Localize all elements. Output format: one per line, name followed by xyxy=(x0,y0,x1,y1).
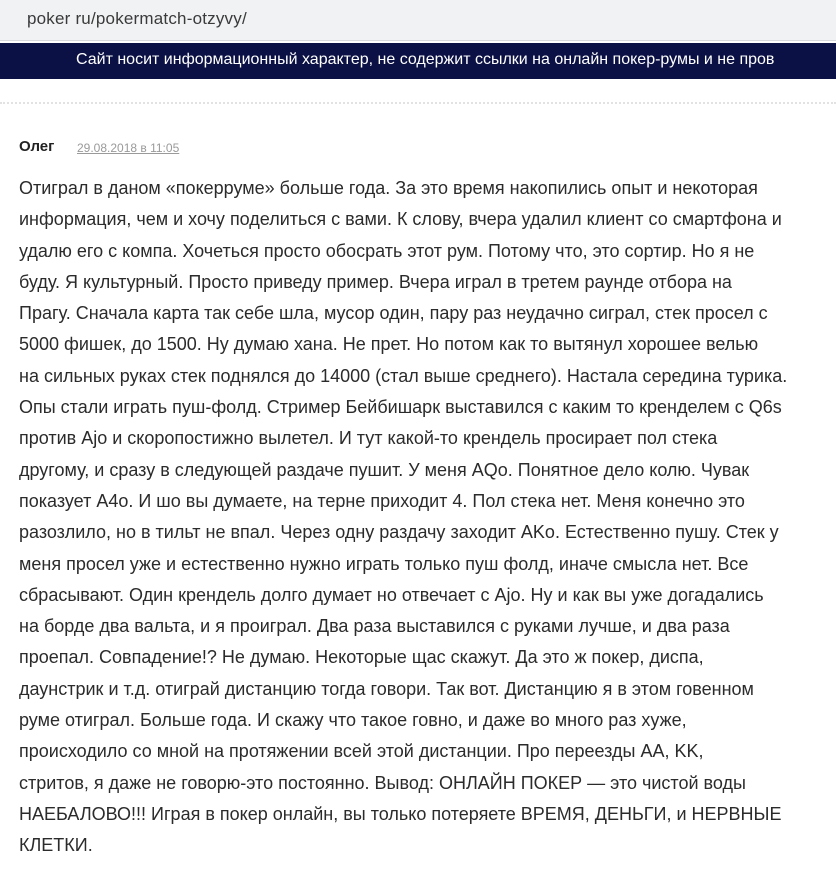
comment-line: разозлило, но в тильт не впал. Через одну раздачу заходит AKo. Естественно пушу. Стек у xyxy=(19,522,779,543)
comment-line: даунстрик и т.д. отиграй дистанцию тогда говори. Так вот. Дистанцию я в этом говенном xyxy=(19,678,754,699)
comment-line: против Ajo и скоропостижно вылетел. И тут какой-то крендель просирает пол стека xyxy=(19,428,718,449)
disclaimer-banner xyxy=(0,43,836,79)
comment-line: сбрасывают. Один крендель долго думает но отвечает с Ajo. Ну и как вы уже догадались xyxy=(19,584,764,605)
comment-author: Олег xyxy=(19,138,55,155)
comment-line: информация, чем и хочу поделиться с вами. К слову, вчера удалил клиент со смартфона и xyxy=(19,209,782,230)
comment-line: удалю его с компа. Хочеться просто обосрать этот рум. Потому что, это сортир. Но я не xyxy=(19,240,755,261)
comment-line: на сильных руках стек поднялся до 14000 (стал выше среднего). Настала середина турика. xyxy=(19,365,788,386)
comment-text xyxy=(19,173,829,862)
comment-line: Опы стали играть пуш-фолд. Стример Бейбишарк выставился с каким то кренделем с Q6s xyxy=(19,397,782,418)
comment-line: 5000 фишек, до 1500. Ну думаю хана. Не прет. Но потом как то вытянул хорошее велью xyxy=(19,334,759,355)
comment-line: НАЕБАЛОВО!!! Играя в покер онлайн, вы только потеряете ВРЕМЯ, ДЕНЬГИ, и НЕРВНЫЕ xyxy=(19,803,782,824)
comment-line: КЛЕТКИ. xyxy=(19,835,93,856)
comment-line: меня просел уже и естественно нужно играть только пуш фолд, иначе смысла нет. Все xyxy=(19,553,749,574)
url-text[interactable]: poker ru/pokermatch-otzyvy/ xyxy=(27,9,247,28)
comment-line: показует A4o. И шо вы думаете, на терне приходит 4. Пол стека нет. Меня конечно это xyxy=(19,490,745,511)
comment-line: стритов, я даже не говорю-это постоянно. Вывод: ОНЛАЙН ПОКЕР — это чистой воды xyxy=(19,772,746,793)
address-bar[interactable] xyxy=(0,0,836,41)
comment-line: буду. Я культурный. Просто приведу пример. Вчера играл в третем раунде отбора на xyxy=(19,271,732,292)
comment-line: Отиграл в даном «покерруме» больше года. За это время накопились опыт и некоторая xyxy=(19,178,758,198)
comment-line: Прагу. Сначала карта так себе шла, мусор один, пару раз неудачно сиграл, стек просел с xyxy=(19,303,768,324)
comment-line: другому, и сразу в следующей раздаче пушит. У меня AQo. Понятное дело колю. Чувак xyxy=(19,459,750,480)
comment-line: руме отиграл. Больше года. И скажу что такое говно, и даже во много раз хуже, xyxy=(19,710,687,731)
comment-line: проепал. Совпадение!? Не думаю. Некоторые щас скажут. Да это ж покер, диспа, xyxy=(19,647,704,668)
comment-date-link[interactable]: 29.08.2018 в 11:05 xyxy=(77,141,180,155)
disclaimer-text: Сайт носит информационный характер, не содержит ссылки на онлайн покер-румы и не пров xyxy=(76,51,775,68)
comment-line: происходило со мной на протяжении всей этой дистанции. Про переезды AA, KK, xyxy=(19,741,704,762)
section-divider xyxy=(0,102,836,104)
comment-line: на борде два вальта, и я проиграл. Два раза выставился с руками лучше, и два раза xyxy=(19,616,730,637)
